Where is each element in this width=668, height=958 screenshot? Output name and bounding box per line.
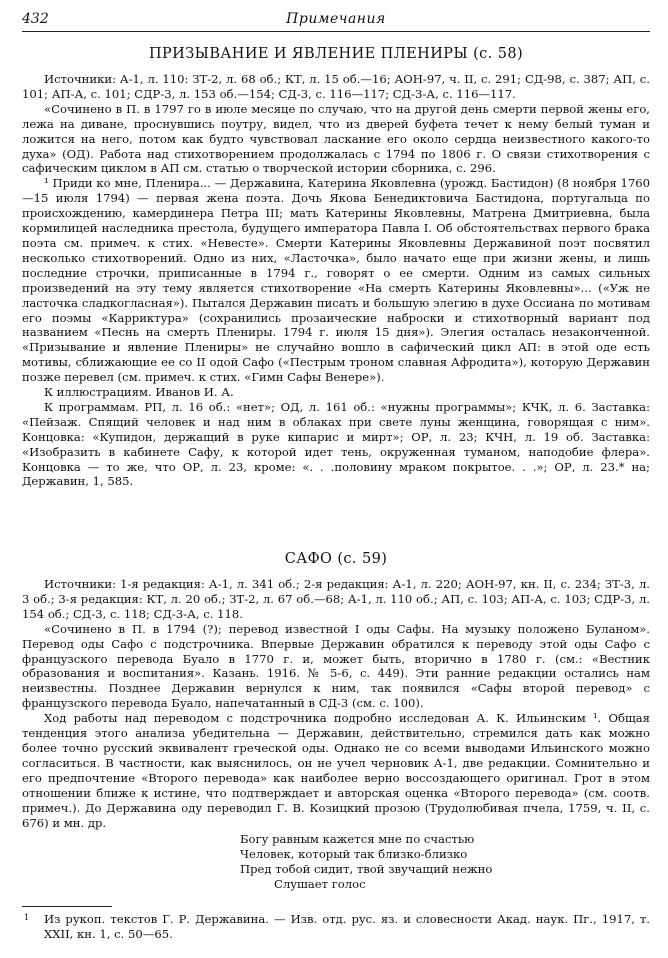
sources-paragraph: Источники: 1-я редакция: А-1, л. 341 об.; 2-я редакция: А-1, л. 220; АОН-97, кн. II, с. 234; ЗТ-3, л. 3 об.; 3-я редакция: КТ, л. 20 об.; ЗТ-2, л. 67 об.—68; А-1, л. 110 об.; АП, с. 103; АП-А, с. 103; СДР-3, л. 154 об.; СД-3, с. 118; СД-3-А, с. 118. xyxy=(22,577,650,621)
section-plenira xyxy=(22,46,650,489)
sources-paragraph: Источники: А-1, л. 110: ЗТ-2, л. 68 об.; КТ, л. 15 об.—16; АОН-97, ч. II, с. 291; СД-98, с. 387; АП, с. 101; АП-А, с. 101; СДР-3, л. 153 об.—154; СД-3, с. 116—117; СД-3-А, с. 116—117. xyxy=(22,72,650,101)
commentary-paragraph: ¹ Приди ко мне, Пленира... — Державина, Катерина Яковлевна (урожд. Бастидон) (8 ноября 1760—15 июля 1794) — первая жена поэта. Дочь Якова Бенедиктовича Бастидона, португальца по происхождению, камердинера Петра III; мать Катерины Яковлевны, Матрена Дмитриевна, была кормилицей наследника престола, будущего императора Павла I. Об обстоятельствах первого брака поэта см. примеч. к стих. «Невесте». Смерти Катерины Яковлевны Державиной поэт посвятил несколько стихотворений. Одно из них, «Ласточка», было начато еще при жизни жены, и лишь последние строчки, приписанные в 1794 г., говорят о ее смерти. Одним из самых сильных произведений на эту тему является стихотворение «На смерть Катерины Яковлевны»... («Уж не ласточка сладкогласная»). Пытался Державин писать и большую элегию в духе Оссиана по мотивам его поэмы «Карриктура» (сохранились прозаические наброски и стихотворный вариант под названием «Песнь на смерть Плениры. 1794 г. июля 15 дня»). Элегия осталась незаконченной. «Призывание и явление Плениры» не случайно вошло в сафический цикл АП: в этой оде есть мотивы, сближающие ее со II одой Сафо («Пестрым троном славная Афродита»), которую Державин позже перевел (см. примеч. к стих. «Гимн Сафы Венере»). xyxy=(22,176,650,385)
verse-line: Пред тобой сидит, твой звучащий нежно xyxy=(240,862,493,877)
running-title: Примечания xyxy=(286,11,386,27)
section-title: ПРИЗЫВАНИЕ И ЯВЛЕНИЕ ПЛЕНИРЫ (с. 58) xyxy=(148,46,523,62)
running-header xyxy=(22,9,650,32)
verse-line: Человек, который так близко-близко xyxy=(240,847,468,862)
footnote-mark: 1 xyxy=(24,913,30,922)
verse-line: Богу равным кажется мне по счастью xyxy=(240,832,475,847)
footnote-rule xyxy=(22,906,112,907)
footnote xyxy=(22,912,650,942)
footnote-text: Из рукоп. текстов Г. Р. Державина. — Изв. отд. рус. яз. и словесности Акад. наук. Пг., 1917, т. XXII, кн. 1, с. 50—65. xyxy=(44,912,650,941)
page-number: 432 xyxy=(22,11,49,27)
verse-line: Слушает голос xyxy=(274,877,366,892)
commentary-paragraph: Ход работы над переводом с подстрочника подробно исследован А. К. Ильинским ¹. Общая тенденция этого анализа убедительна — Державин, действительно, стремился дать как можно более точно русский эквивалент греческой оды. Однако не со всеми выводами Ильинского можно согласиться. В частности, как выяснилось, он не учел черновик А-1, две редакции. Сомнительно и его предпочтение «Второго перевода» как наиболее верно воссоздающего оригинал. Грот в этом отношении ближе к истине, что подтверждает и авторская оценка «Второго перевода» (см. соотв. примеч.). До Державина оду переводил Г. В. Козицкий прозою (Трудолюбивая пчела, 1759, ч. II, с. 676) и мн. др. xyxy=(22,711,650,830)
section-sapho xyxy=(22,551,650,892)
illustrations-paragraph: К иллюстрациям. Иванов И. А. xyxy=(44,385,234,400)
programs-paragraph: К программам. РП, л. 16 об.: «нет»; ОД, л. 161 об.: «нужны программы»; КЧК, л. 6. Заставка: «Пейзаж. Спящий человек и над ним в облаках при свете луны женщина, говорящая с ним». Концовка: «Купидон, держащий в руке кипарис и мирт»; ОР, л. 23; КЧН, л. 19 об. Заставка: «Изобразить в кабинете Сафу, к которой идет тень, окруженная туманом, наподобие флера». Концовка — то же, что ОР, л. 23, кроме: «. . .половину мраком покрытое. . .»; ОР, л. 23.* на; Державин, 1, 585. xyxy=(22,399,650,489)
verse-quote xyxy=(240,832,650,892)
section-title: САФО (с. 59) xyxy=(284,551,388,567)
commentary-paragraph: «Сочинено в П. в 1794 (?); перевод известной I оды Сафы. На музыку положено Буланом». Перевод оды Сафо с подстрочника. Впервые Державин обратился к переводу этой оды Сафо с французского перевода Буало в 1770 г. и, может быть, вторично в 1780 г. (см.: «Вестник образования и воспитания». Казань. 1916. № 5-6, с. 449). Эти ранние редакции остались нам неизвестны. Позднее Державин вернулся к ним, так появился «Сафы второй перевод» с французского перевода Буало, напечатанный в СД-3 (см. с. 100). xyxy=(22,621,650,711)
commentary-paragraph: «Сочинено в П. в 1797 го в июле месяце по случаю, что на другой день смерти первой жены его, лежа на диване, проснувшись поутру, видел, что из дверей буфета течет к нему белый туман и ложится на него, потом как будто чувствовал ласкание его около сердца неизвестного какого-то духа» (ОД). Работа над стихотворением продолжалась с 1794 по 1806 г. О связи стихотворения с сафическим циклом в АП см. статью о творческой истории сборника, с. 296. xyxy=(22,101,650,176)
